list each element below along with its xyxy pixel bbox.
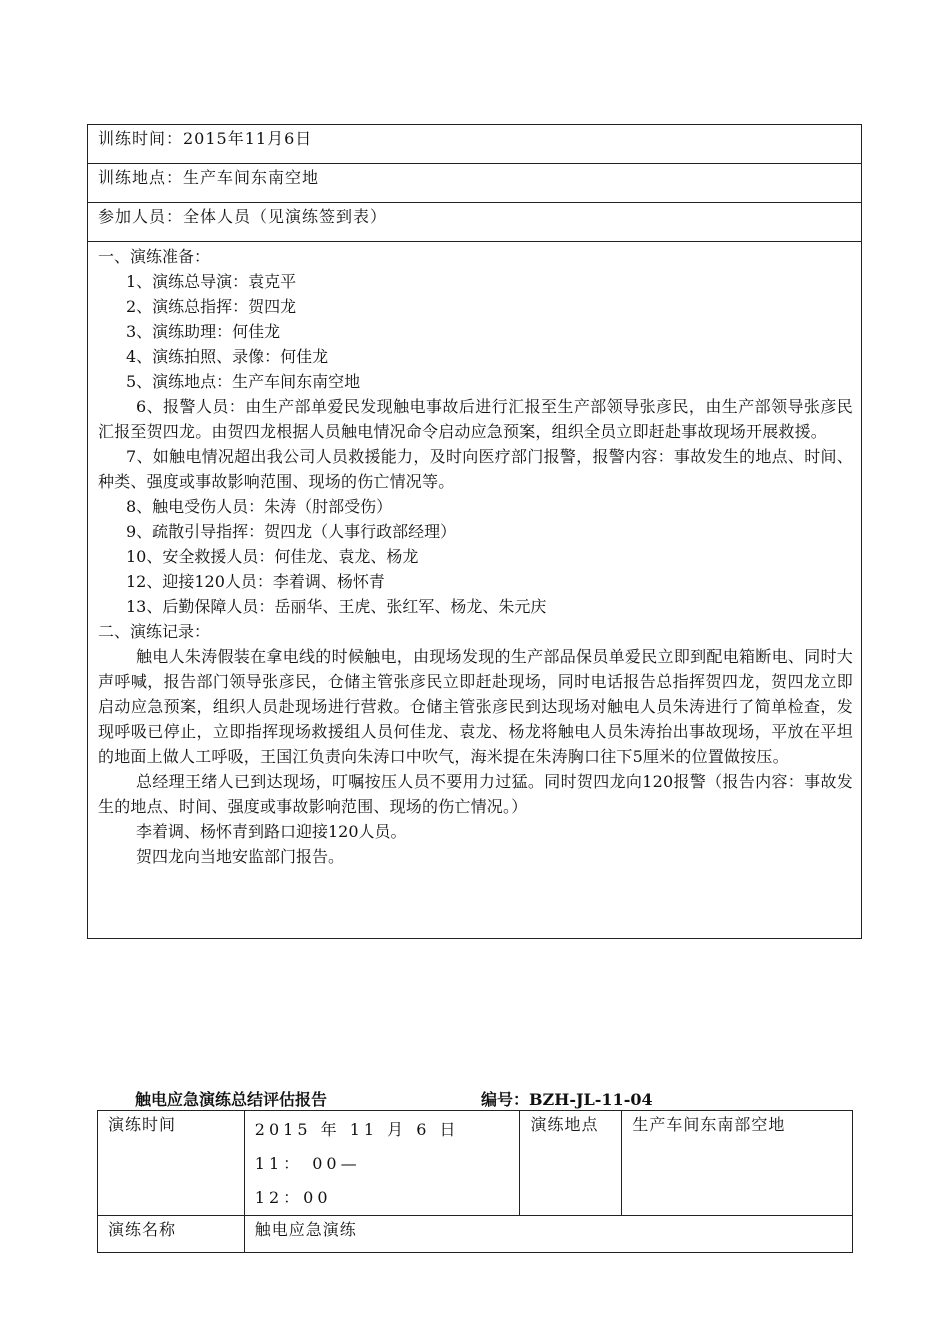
prep-heading: 一、演练准备：	[98, 247, 211, 266]
prep-item-6: 6、报警人员：由生产部单爱民发现触电事故后进行汇报至生产部领导张彦民，由生产部领导张彦民汇报至贺四龙。由贺四龙根据人员触电情况命令启动应急预案，组织全员立即赶赴事故现场开展救援。	[98, 397, 853, 441]
prep-item-9: 9、疏散引导指挥：贺四龙（人事行政部经理）	[126, 522, 457, 541]
prep-item-5: 5、演练地点：生产车间东南空地	[126, 372, 361, 391]
drill-name-value: 触电应急演练	[244, 1216, 852, 1253]
prep-item-1: 1、演练总导演：袁克平	[126, 272, 297, 291]
prep-item-10: 10、安全救援人员：何佳龙、袁龙、杨龙	[126, 547, 419, 566]
participants-cell: 参加人员：全体人员（见演练签到表）	[88, 203, 862, 242]
prep-item-8: 8、触电受伤人员：朱涛（肘部受伤）	[126, 497, 393, 516]
prep-item-3: 3、演练助理：何佳龙	[126, 322, 281, 341]
record-heading: 二、演练记录：	[98, 622, 211, 641]
drill-name-label: 演练名称	[98, 1216, 245, 1253]
drill-place-value: 生产车间东南部空地	[622, 1111, 853, 1216]
drill-time-value	[244, 1111, 520, 1216]
record-paragraph-4: 贺四龙向当地安监部门报告。	[136, 847, 345, 866]
prep-item-7: 7、如触电情况超出我公司人员救援能力，及时向医疗部门报警，报警内容：事故发生的地点、时间、种类、强度或事故影响范围、现场的伤亡情况等。	[98, 447, 853, 491]
drill-content-cell	[88, 242, 862, 939]
training-place-cell: 训练地点：生产车间东南空地	[88, 164, 862, 203]
prep-item-4: 4、演练拍照、录像：何佳龙	[126, 347, 329, 366]
prep-item-13: 13、后勤保障人员：岳丽华、王虎、张红军、杨龙、朱元庆	[126, 597, 547, 616]
drill-record-table	[87, 124, 862, 939]
drill-time-label: 演练时间	[98, 1111, 245, 1216]
prep-item-12: 12、迎接120人员：李着调、杨怀青	[126, 572, 385, 591]
training-time-cell: 训练时间：2015年11月6日	[88, 125, 862, 164]
drill-time-value-line-2: 12：00	[254, 1188, 332, 1207]
prep-item-2: 2、演练总指挥：贺四龙	[126, 297, 297, 316]
record-paragraph-1: 触电人朱涛假装在拿电线的时候触电，由现场发现的生产部品保员单爱民立即到配电箱断电、同时大声呼喊，报告部门领导张彦民，仓储主管张彦民立即赶赴现场，同时电话报告总指挥贺四龙，贺四龙立即启动应急预案，组织人员赴现场进行营救。仓储主管张彦民到达现场对触电人员朱涛进行了简单检查，发现呼吸已停止，立即指挥现场救援组人员何佳龙、袁龙、杨龙将触电人员朱涛抬出事故现场，平放在平坦的地面上做人工呼吸，王国江负责向朱涛口中吹气，海米提在朱涛胸口往下5厘米的位置做按压。	[98, 647, 853, 766]
report-title: 触电应急演练总结评估报告	[135, 1090, 328, 1109]
drill-place-label: 演练地点	[520, 1111, 622, 1216]
report-code: 编号：BZH-JL-11-04	[481, 1090, 653, 1109]
drill-time-value-line-1: 2015 年 11 月 6 日 11： 00—	[254, 1120, 460, 1173]
record-paragraph-3: 李着调、杨怀青到路口迎接120人员。	[136, 822, 407, 841]
record-paragraph-2: 总经理王绪人已到达现场，叮嘱按压人员不要用力过猛。同时贺四龙向120报警（报告内容：事故发生的地点、时间、强度或事故影响范围、现场的伤亡情况。）	[98, 772, 853, 816]
evaluation-report-table	[97, 1110, 853, 1253]
